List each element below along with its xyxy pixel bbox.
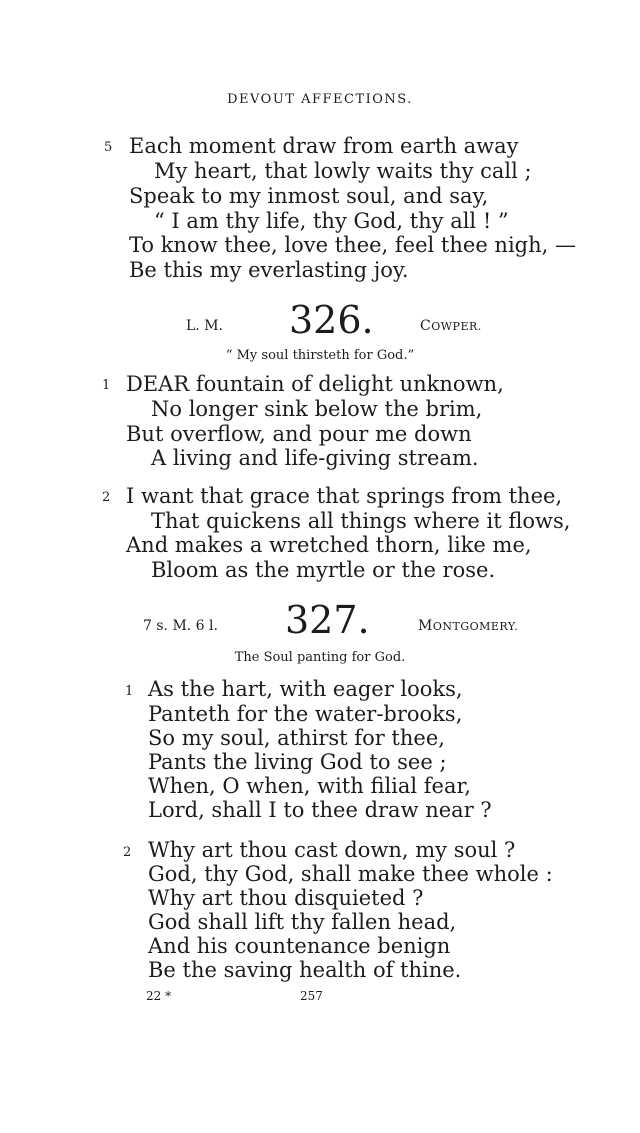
meter-label: L. M. (186, 318, 223, 334)
verse-line: “ I am thy life, thy God, thy all ! ” (154, 209, 509, 233)
hymn-subtitle: The Soul panting for God. (234, 650, 406, 665)
signature-mark: 22 * (146, 989, 172, 1003)
hymn-number: 327. (285, 598, 370, 642)
verse-line: As the hart, with eager looks, (148, 677, 463, 701)
verse-line: No longer sink below the brim, (151, 397, 483, 421)
author-rest: OWPER. (431, 320, 482, 333)
verse-number: 1 (125, 684, 134, 699)
verse-line: Each moment draw from earth away (129, 134, 519, 158)
hymn-subtitle: “ My soul thirsteth for God.” (225, 348, 415, 363)
hymn-number: 326. (289, 298, 374, 342)
verse-line: God, thy God, shall make thee whole : (148, 862, 553, 886)
verse-line: When, O when, with filial fear, (148, 774, 471, 798)
verse-line: Be this my everlasting joy. (129, 258, 409, 282)
verse-line: So my soul, athirst for thee, (148, 726, 445, 750)
author-initial: C (420, 318, 432, 334)
author-rest: ONTGOMERY. (432, 620, 519, 633)
running-header: DEVOUT AFFECTIONS. (227, 92, 413, 107)
verse-line: Bloom as the myrtle or the rose. (151, 558, 496, 582)
verse-line: I want that grace that springs from thee, (126, 484, 563, 508)
author-name (420, 318, 482, 334)
verse-line: That quickens all things where it flows, (151, 509, 571, 533)
verse-number: 2 (102, 490, 111, 505)
verse-line: A living and life-giving stream. (151, 446, 479, 470)
verse-line: God shall lift thy fallen head, (148, 910, 457, 934)
verse-line: My heart, that lowly waits thy call ; (154, 159, 532, 183)
verse-line: And makes a wretched thorn, like me, (126, 533, 532, 557)
verse-line: Pants the living God to see ; (148, 750, 447, 774)
meter-label: 7 s. M. 6 l. (143, 618, 218, 634)
verse-line: And his countenance benign (148, 934, 451, 958)
author-initial: M (418, 618, 433, 634)
verse-line: To know thee, love thee, feel thee nigh, — (129, 233, 576, 257)
verse-line: Why art thou disquieted ? (148, 886, 424, 910)
verse-number: 2 (123, 845, 132, 860)
verse-line: Lord, shall I to thee draw near ? (148, 798, 492, 822)
verse-number: 1 (102, 378, 111, 393)
author-name (418, 618, 518, 634)
verse-line: DEAR fountain of delight unknown, (126, 372, 504, 396)
verse-number: 5 (104, 140, 113, 155)
verse-line: Panteth for the water-brooks, (148, 702, 463, 726)
verse-line: Speak to my inmost soul, and say, (129, 184, 489, 208)
verse-line: But overflow, and pour me down (126, 422, 472, 446)
verse-line: Be the saving health of thine. (148, 958, 462, 982)
verse-line: Why art thou cast down, my soul ? (148, 838, 516, 862)
page-number: 257 (300, 989, 323, 1003)
